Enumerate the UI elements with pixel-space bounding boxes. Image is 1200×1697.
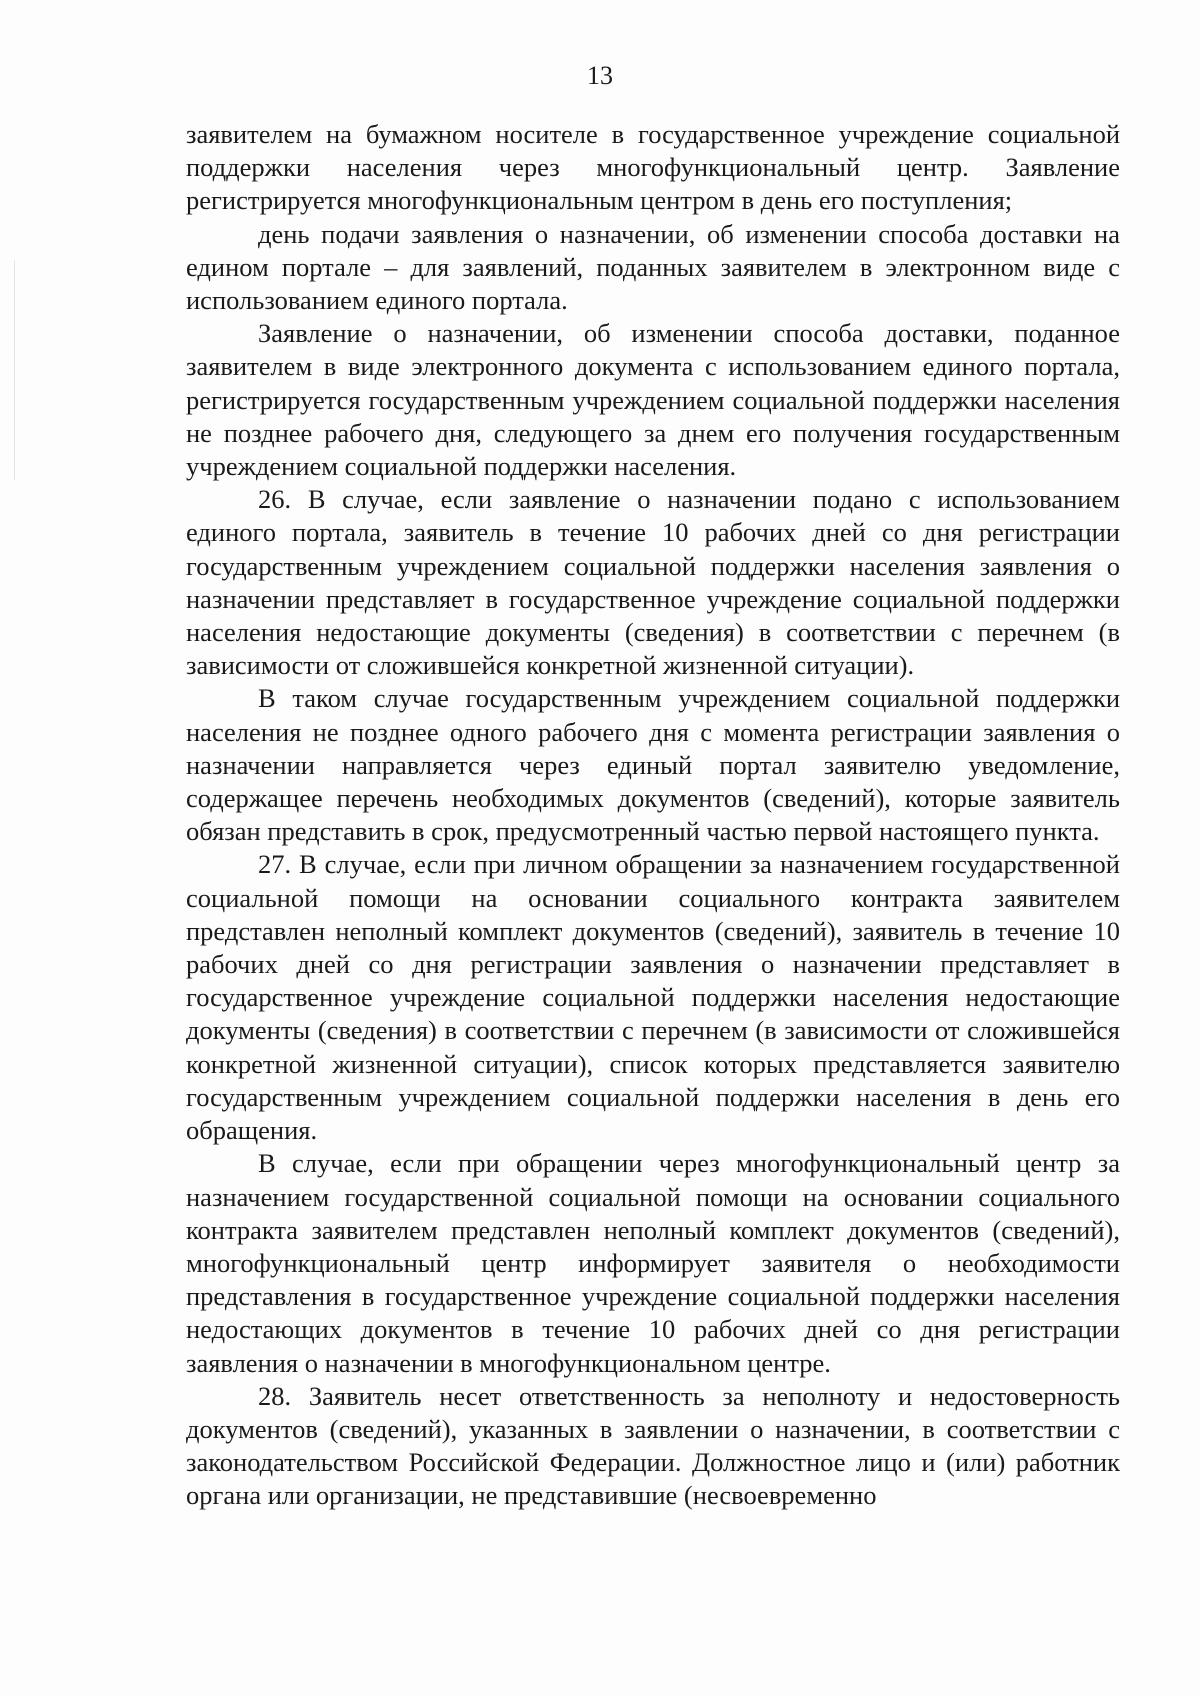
paragraph-registration: Заявление о назначении, об изменении способа доставки, поданное заявителем в виде электронного документа с использованием единого портала, регистрируется государственным учреждением социальной поддержки населения не позднее рабочего дня, следующего за днем его получения государственным учреждением социальной поддержки населения. xyxy=(186,318,1120,482)
paragraph-notification: В таком случае государственным учреждением социальной поддержки населения не позднее одного рабочего дня с момента регистрации заявления о назначении направляется через единый портал заявителю уведомление, содержащее перечень необходимых документов (сведений), которые заявитель обязан представить в срок, предусмотренный частью первой настоящего пункта. xyxy=(186,683,1120,847)
paragraph-item-27: 27. В случае, если при личном обращении за назначением государственной социальной помощи на основании социального контракта заявителем представлен неполный комплект документов (сведений), заявитель в течение 10 рабочих дней со дня регистрации заявления о назначении представляет в государственное учреждение социальной поддержки населения недостающие документы (сведения) в соответствии с перечнем (в зависимости от сложившейся конкретной жизненной ситуации), список которых представляется заявителю государственным учреждением социальной поддержки населения в день его обращения. xyxy=(186,849,1120,1146)
scan-edge-mark xyxy=(14,260,15,480)
page-number: 13 xyxy=(587,61,613,90)
document-body xyxy=(186,118,1120,1513)
paragraph-mfc-incomplete: В случае, если при обращении через многофункциональный центр за назначением государственной социальной помощи на основании социального контракта заявителем представлен неполный комплект документов (сведений), многофункциональный центр информирует заявителя о необходимости представления в государственное учреждение социальной поддержки населения недостающих документов в течение 10 рабочих дней со дня регистрации заявления о назначении в многофункциональном центре. xyxy=(186,1148,1120,1378)
paragraph-item-26: 26. В случае, если заявление о назначении подано с использованием единого портала, заявитель в течение 10 рабочих дней со дня регистрации государственным учреждением социальной поддержки населения заявления о назначении представляет в государственное учреждение социальной поддержки населения недостающие документы (сведения) в соответствии с перечнем (в зависимости от сложившейся конкретной жизненной ситуации). xyxy=(186,484,1120,681)
paragraph-item-28: 28. Заявитель несет ответственность за неполноту и недостоверность документов (сведений), указанных в заявлении о назначении, в соответствии с законодательством Российской Федерации. Должностное лицо и (или) работник органа или организации, не представившие (несвоевременно xyxy=(186,1380,1120,1511)
paragraph-continuation: заявителем на бумажном носителе в государственное учреждение социальной поддержки населения через многофункциональный центр. Заявление регистрируется многофункциональным центром в день его поступления; xyxy=(186,119,1120,216)
paragraph-submission-day: день подачи заявления о назначении, об изменении способа доставки на едином портале – для заявлений, поданных заявителем в электронном виде с использованием единого портала. xyxy=(186,218,1120,316)
